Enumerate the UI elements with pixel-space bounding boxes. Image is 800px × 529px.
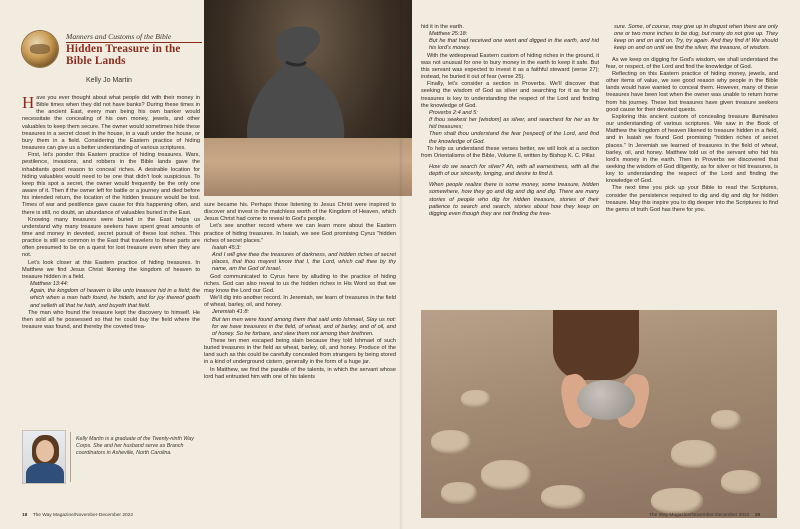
scripture-quote: But ten men were found among them that said unto Ishmael, Slay us not: for we have treasures in the field, of wheat, and of barley, and of oil, and of honey. So he forbare, and slew them not among their brethren. bbox=[212, 316, 396, 337]
digging-hands-photo bbox=[421, 310, 777, 518]
paragraph: hid it in the earth. bbox=[421, 24, 464, 30]
paragraph: Knowing many treasures were buried in the East helps us understand why many treasure seekers have spent great amounts of time and money in devoted, secret pursuit of these lost riches. This practice is still so common in the East that travelers to these parts are often presumed to be on a quest for lost treasure even when they are not. bbox=[22, 216, 200, 259]
publication-line: The Way Magazine/November-December 2022 bbox=[32, 513, 134, 518]
drop-cap: H bbox=[22, 95, 35, 112]
scripture-reference: Isaiah 45:3: bbox=[212, 244, 241, 251]
paragraph: In Matthew, we find the parable of the talents, in which the servant whose lord had entrusted him with one of his talents bbox=[204, 366, 396, 380]
column-3 bbox=[421, 24, 599, 306]
book-quote: How do we search for silver? Ah, with all earnestness, with all the depth of our sincerity, longing, and desire to find it. bbox=[429, 163, 599, 178]
paragraph: Finally, let's consider a section in Proverbs. We'll discover that seeking the wisdom of God as silver and searching for it as for hid treasures is key to understanding the respect of the Lord and finding the knowledge of God. bbox=[421, 81, 599, 109]
paragraph: To help us understand these verses better, we will look at a section from Orientalisms of the Bible, Volume II, written by Bishop K. C. Pillai: bbox=[421, 145, 599, 159]
author-photo bbox=[22, 430, 66, 484]
paragraph: Let's look closer at this Eastern practice of hiding treasures. In Matthew we find Jesus Christ likening the kingdom of heaven to treasure hidden in a field. bbox=[22, 259, 200, 280]
scripture-reference: Jeremiah 41:8: bbox=[212, 309, 250, 316]
page-gutter bbox=[399, 0, 403, 529]
book-quote: When people realize there is some money, some treasure, hidden somewhere, how they go and dig and dig and dig. There are many stories of people who dig for hidden treasure, stories of their patience to search and search, stories about how they keep on digging even though they are not finding the trea- bbox=[429, 182, 599, 217]
money-bag-photo bbox=[204, 0, 412, 196]
scripture-reference: Proverbs 2:4 and 5: bbox=[429, 109, 478, 116]
paragraph: We'll dig into another record. In Jeremiah, we learn of treasures in the field of wheat, barley, oil, and honey. bbox=[204, 295, 396, 309]
scripture-quote: Again, the kingdom of heaven is like unto treasure hid in a field; the which when a man hath found, he hideth, and for joy thereof goeth and selleth all that he hath, and buyeth that field. bbox=[30, 288, 200, 309]
page-number: 18 bbox=[22, 513, 28, 518]
book-quote: sure. Some, of course, may give up in disgust when there are only one or two more inches to be dug, but many do not give up. They keep on and on and on. Try, try again. And they find it! We should keep on and on until we find the silver, the treasure, of wisdom. bbox=[614, 24, 778, 52]
paragraph: Exploring this ancient custom of concealing treasure illuminates our understanding of various scriptures. We saw in the Book of Matthew the kingdom of heaven likened to treasure hidden in a field, and in Isaiah we found God promising "hidden riches of secret places." In Jeremiah we learned of treasures in the field of wheat, barley, oil, and honey. Matthew told us of the servant who hid his lord's money in the earth. Then in Proverbs we discovered that seeking the wisdom of God diligently, as for silver or hid treasures, is key to understanding the respect of the Lord and finding the knowledge of God. bbox=[606, 113, 778, 185]
paragraph: Let's see another record where we can learn more about the Eastern practice of hiding treasures. In Isaiah, we see God promising Cyrus "hidden riches of secret places." bbox=[204, 223, 396, 244]
series-title: Manners and Customs of the Bible bbox=[66, 32, 172, 41]
paragraph: God communicated to Cyrus here by alluding to the practice of hiding riches. God can also reveal to us the hidden riches in His Word so that we may know the Lord our God. bbox=[204, 273, 396, 294]
sleeve bbox=[553, 310, 639, 380]
article-title: Hidden Treasure in the Bible Lands bbox=[66, 43, 181, 67]
scripture-quote: Then shalt thou understand the fear [respect] of the Lord, and find the knowledge of God. bbox=[429, 131, 599, 145]
left-footer bbox=[22, 513, 133, 518]
paragraph: First, let's ponder this Eastern practice of hiding treasures. Wars, pestilence, invasions, and robbers in the Bible lands gave the inhabitants good reason to conceal riches. A desirable location for hiding valuables would need to be one that didn't look suspicious. To keep this spot a secret, the owner would frequently be the only one aware of it. Then if the owner left for battle or a journey and died before his intended return, the location of the hidden treasure would be lost. Times of war and pestilence gave cause for this happening often, and there is still, no doubt, an abundance of valuables buried in the East. bbox=[22, 152, 200, 216]
paragraph: ave you ever thought about what people did with their money in Bible times when they did not have banks? During these times in the ancient East, every man being his own banker would necessitate the concealing of his own money, jewels, and other valuables to keep them secure. The owner would sometimes hide these treasures in a secret closet in the house, in a vault under the house, or bury them in a field. Considering the Eastern practice of hiding treasures can give us a better understanding of various scriptures. bbox=[22, 95, 200, 152]
paragraph: The next time you pick up your Bible to read the Scriptures, consider the persistence required to dig and dig and dig for hidden treasure. May this inspire you to dig deeper into the Scriptures to find the gems of truth God has there for you. bbox=[606, 185, 778, 213]
author-byline: Kelly Jo Martin bbox=[86, 77, 132, 84]
page-number: 19 bbox=[754, 513, 761, 518]
right-footer bbox=[649, 513, 760, 518]
bio-divider bbox=[70, 432, 71, 482]
scripture-quote: And I will give thee the treasures of darkness, and hidden riches of secret places, that thou mayest know that I, the Lord, which call thee by thy name, am the God of Israel. bbox=[212, 252, 396, 273]
column-4 bbox=[606, 24, 778, 306]
column-1 bbox=[22, 95, 200, 427]
sand-ground bbox=[204, 138, 412, 196]
paragraph: As we keep on digging for God's wisdom, we shall understand the fear, or respect, of the Lord and find the knowledge of God. bbox=[606, 56, 778, 70]
lamp-logo-icon bbox=[22, 31, 58, 67]
column-2 bbox=[204, 202, 396, 507]
paragraph: sure became his. Perhaps those listening to Jesus Christ were inspired to discover and invest in the matchless worth of the Kingdom of Heaven, which Jesus Christ had come to reveal to God's people. bbox=[204, 202, 396, 223]
dug-stone bbox=[577, 380, 635, 420]
author-bio: Kelly Martin is a graduate of the Twenty-ninth Way Corps. She and her husband serve as Branch coordinators in Asheville, North Carolina. bbox=[76, 436, 194, 456]
scripture-reference: Matthew 25:18: bbox=[429, 31, 468, 38]
paragraph: These ten men escaped being slain because they told Ishmael of such buried treasures in the field as wheat, barley, oil, and honey. Produce of the land such as this could be carefully concealed from strangers by being stored in a kind of underground cistern, generally in the form of a huge jar. bbox=[204, 337, 396, 366]
scripture-quote: But he that had received one went and digged in the earth, and hid his lord's money. bbox=[429, 38, 599, 52]
paragraph: The man who found the treasure kept the discovery to himself. He then sold all he possessed so that he could buy the field where the treasure was found, and thereby the coveted trea- bbox=[22, 309, 200, 330]
paragraph: Reflecting on this Eastern practice of hiding money, jewels, and other items of value, we see good reason why people in the Bible lands would have wanted to conceal them. However, many of these treasures have been lost when the owner was unable to return home from his journey. These lost treasures have given treasure seekers good cause for their devoted quests. bbox=[606, 70, 778, 113]
scripture-reference: Matthew 13:44: bbox=[30, 281, 69, 288]
publication-line: The Way Magazine/November-December 2022 bbox=[649, 513, 750, 518]
scripture-quote: If thou seekest her [wisdom] as silver, and searchest for her as for hid treasures; bbox=[429, 117, 599, 131]
paragraph: With the widespread Eastern custom of hiding riches in the ground, it was not unusual for one to bury money in the earth to keep it safe. But this servant was expected to invest it as a faithful steward (verse 27); instead, he buried it out of fear (verse 25). bbox=[421, 52, 599, 81]
